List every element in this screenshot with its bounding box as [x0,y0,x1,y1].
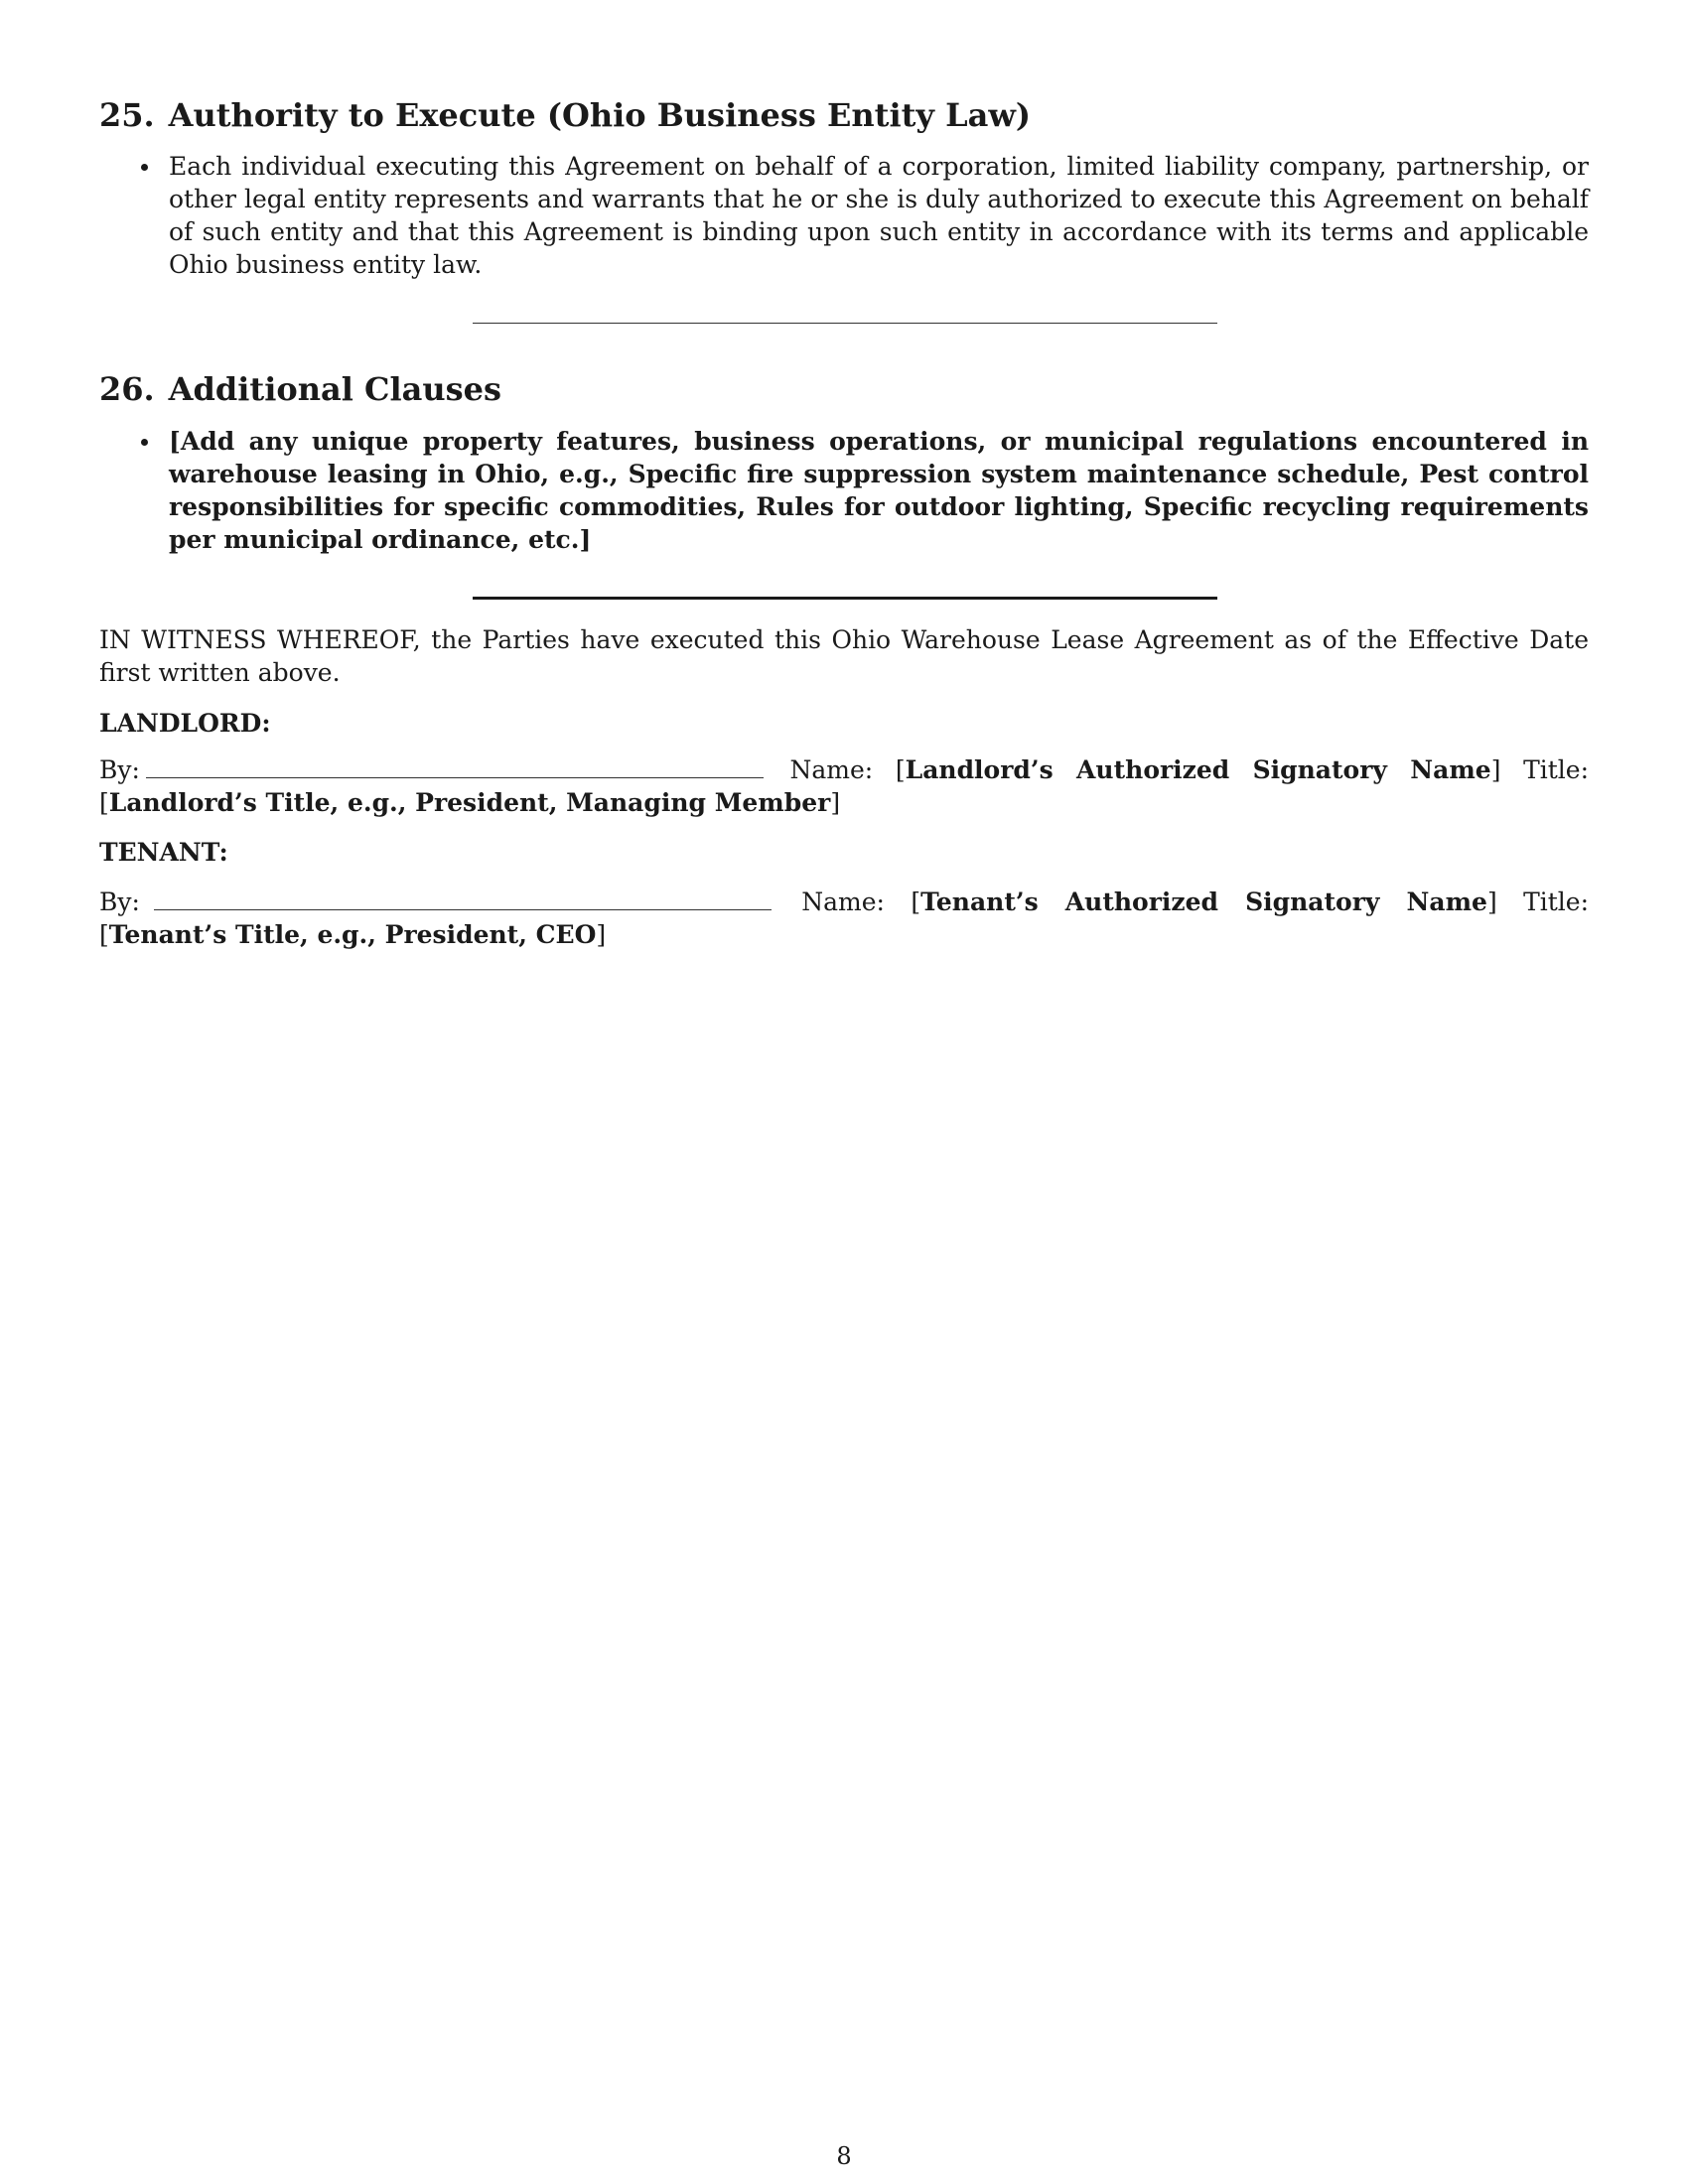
landlord-label: LANDLORD: [99,709,271,738]
section-25-number: 25. [99,96,155,134]
section-26-title: Additional Clauses [168,370,501,408]
section-25-heading [99,95,1031,135]
tenant-signature-block [99,886,1589,951]
section-25-bullet-text: Each individual executing this Agreement on behalf of a corporation, limited liability company, partnership, or other legal entity represents and warrants that he or she is duly authorized to execute this Agreement on behalf of such entity and that this Agreement is binding upon such entity in accordance with its terms and applicable Ohio business entity law. [169,152,1589,279]
section-26-bullet [169,425,1589,556]
bracket: ] [830,788,841,817]
bracket: ] [596,920,607,949]
witness-paragraph: IN WITNESS WHEREOF, the Parties have executed this Ohio Warehouse Lease Agreement as of the Effective Date first written above. [99,625,1589,687]
landlord-by-label: By: [99,755,140,784]
tenant-by-label: By: [99,887,140,916]
bracket: ] [1490,755,1501,784]
landlord-signature-block [99,753,1589,819]
tenant-name-value: Tenant’s Authorized Signatory Name [920,887,1487,916]
landlord-name-label: Name: [789,755,874,784]
bracket: [ [99,920,109,949]
section-divider [473,323,1217,324]
bracket: [ [911,887,921,916]
bullet-icon [141,164,148,171]
landlord-signature-line[interactable] [146,755,764,778]
section-divider [473,597,1217,600]
section-26-number: 26. [99,370,155,408]
tenant-title-label: Title: [1523,887,1589,916]
tenant-signature-line[interactable] [154,887,772,910]
landlord-title-value: Landlord’s Title, e.g., President, Managing Member [108,788,831,817]
bracket: [ [99,788,109,817]
landlord-title-label: Title: [1523,755,1590,784]
section-26-bullet-text: [Add any unique property features, business operations, or municipal regulations encountered in warehouse leasing in Ohio, e.g., Specific fire suppression system maintenance schedule, Pest control responsibilities for specific commodities, Rules for outdoor lighting, Specific recycling requirements per municipal ordinance, etc.] [169,427,1589,554]
bullet-icon [141,439,148,446]
tenant-title-value: Tenant’s Title, e.g., President, CEO [108,920,597,949]
section-26-heading [99,369,501,409]
tenant-label: TENANT: [99,838,228,867]
section-25-title: Authority to Execute (Ohio Business Entity Law) [168,96,1032,134]
tenant-name-label: Name: [801,887,885,916]
bracket: ] [1486,887,1497,916]
page-number: 8 [836,2142,852,2170]
section-25-bullet [169,150,1589,281]
bracket: [ [895,755,906,784]
landlord-name-value: Landlord’s Authorized Signatory Name [905,755,1491,784]
